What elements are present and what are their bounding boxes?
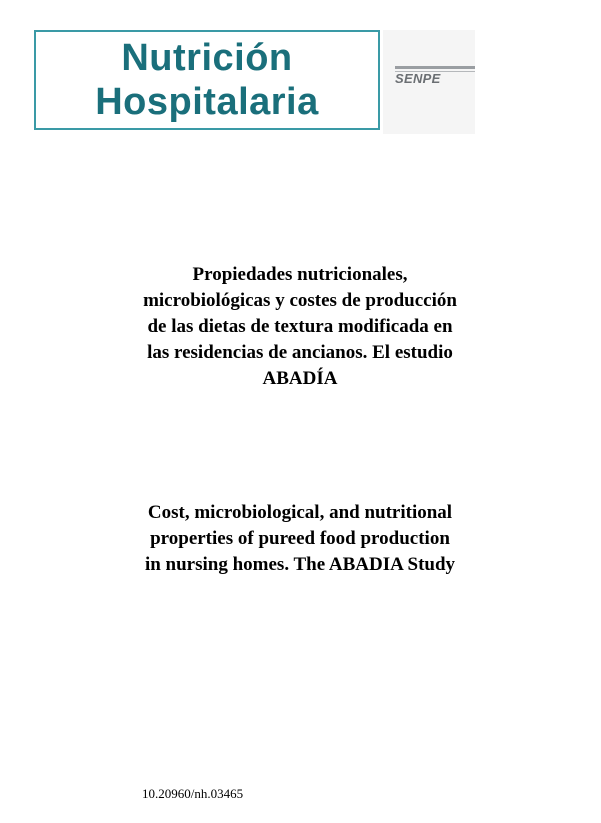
logo-text: SENPE bbox=[395, 71, 441, 86]
article-title-english: Cost, microbiological, and nutritional properties of pureed food production in nursing homes. The ABADIA Study bbox=[144, 502, 456, 575]
journal-title-line-1: Nutrición bbox=[121, 37, 293, 79]
doi-text[interactable]: 10.20960/nh.03465 bbox=[142, 786, 244, 801]
logo-bar bbox=[395, 66, 475, 69]
senpe-logo-icon bbox=[395, 66, 475, 86]
journal-title-line-2: Hospitalaria bbox=[95, 81, 319, 123]
logo-panel bbox=[383, 30, 475, 134]
journal-header-box bbox=[34, 30, 380, 130]
article-title-spanish: Propiedades nutricionales, microbiológicas y costes de producción de las dietas de textura modificada en las residencias de ancianos. El estudio ABADÍA bbox=[143, 264, 457, 389]
journal-title bbox=[36, 36, 378, 124]
